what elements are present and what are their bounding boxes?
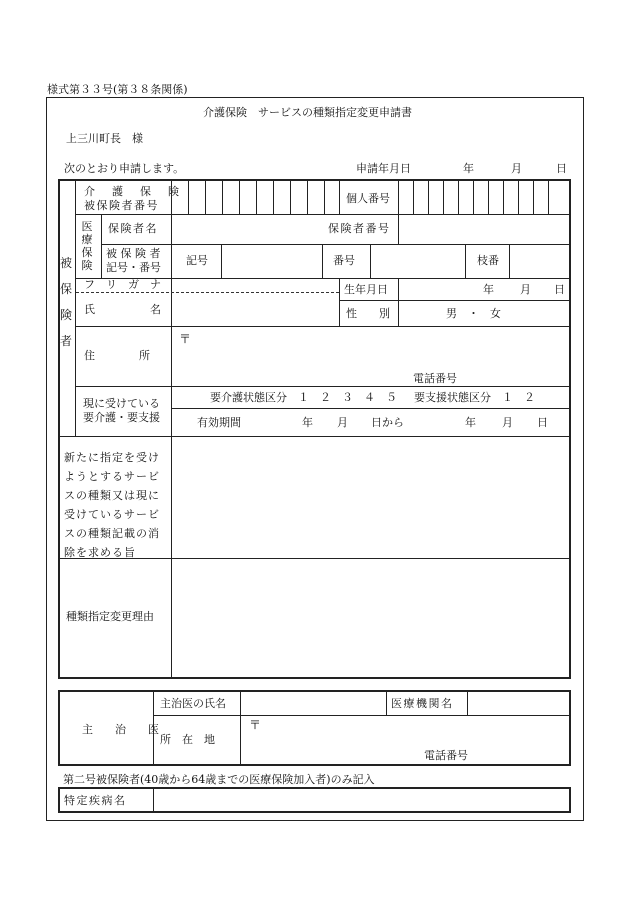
specific-disease-label: 特定疾病名 — [64, 794, 127, 807]
insurance-number-label-1: 介 護 保 険 — [84, 185, 182, 198]
branch-label: 枝番 — [477, 254, 499, 267]
insured-section-label: 被 保 険 者 — [59, 256, 72, 348]
birth-day: 日 — [554, 283, 565, 296]
addressee: 上三川町長 様 — [66, 132, 143, 145]
insurer-number-label: 保険者番号 — [328, 222, 391, 235]
current-care-label-1: 現に受けている — [83, 397, 160, 410]
change-reason-label: 種類指定変更理由 — [66, 610, 154, 623]
personal-number-label: 個人番号 — [346, 192, 390, 205]
second-insured-note: 第二号被保険者(40歳から64歳までの医療保険加入者)のみ記入 — [63, 773, 375, 786]
address-label: 住 所 — [84, 349, 150, 362]
form-title: 介護保険 サービスの種類指定変更申請書 — [203, 106, 412, 119]
care-level-label: 要介護状態区分 １ ２ ３ ４ ５ — [210, 391, 397, 404]
address-postal-mark: 〒 — [179, 332, 192, 346]
doctor-address-label: 所 在 地 — [160, 733, 215, 746]
birth-year: 年 — [483, 283, 494, 296]
doctor-postal-mark: 〒 — [249, 718, 262, 732]
sex-label: 性 別 — [346, 307, 390, 320]
address-phone-label: 電話番号 — [413, 372, 457, 385]
valid-period-label: 有効期間 — [197, 416, 241, 429]
date-day: 日 — [556, 162, 567, 175]
number-label: 番号 — [333, 254, 355, 267]
date-year: 年 — [463, 162, 474, 175]
request-section-label: 新たに指定を受け ようとするサービ スの種類又は現に 受けているサービ スの種類記載の消 除を求める旨 — [64, 451, 160, 559]
valid-to-year: 年 — [465, 416, 476, 429]
doctor-name-label: 主治医の氏名 — [160, 697, 226, 710]
insured-symbol-label-2: 記号・番号 — [106, 261, 161, 274]
request-text: 次のとおり申請します。 — [64, 162, 185, 175]
form-number-label: 様式第３３号(第３８条関係) — [47, 83, 188, 96]
valid-from-year: 年 — [302, 416, 313, 429]
birth-month: 月 — [520, 283, 531, 296]
current-care-label-2: 要介護・要支援 — [83, 411, 160, 424]
valid-from-label: 日から — [371, 416, 404, 429]
sex-value: 男 ・ 女 — [446, 307, 501, 320]
furigana-label: フ リ ガ ナ — [84, 278, 161, 291]
disease-table — [58, 787, 571, 813]
insurance-number-label-2: 被保険者番号 — [84, 199, 159, 212]
doctor-section-label: 主 治 医 — [82, 723, 159, 736]
birth-date-label: 生年月日 — [344, 283, 388, 296]
date-month: 月 — [511, 162, 522, 175]
support-level-label: 要支援状態区分 １ ２ — [414, 391, 535, 404]
insured-symbol-label-1: 被 保 険 者 — [106, 247, 161, 260]
symbol-label: 記号 — [186, 254, 208, 267]
insurer-name-label: 保険者名 — [108, 222, 158, 235]
valid-to-day: 日 — [537, 416, 548, 429]
name-label: 氏 名 — [84, 303, 161, 316]
application-date-label: 申請年月日 — [356, 162, 411, 175]
medical-institution-label: 医療機関名 — [391, 697, 454, 710]
valid-from-month: 月 — [337, 416, 348, 429]
doctor-phone-label: 電話番号 — [424, 749, 468, 762]
medical-insurance-label: 医 療 保 険 — [81, 220, 93, 272]
valid-to-month: 月 — [502, 416, 513, 429]
